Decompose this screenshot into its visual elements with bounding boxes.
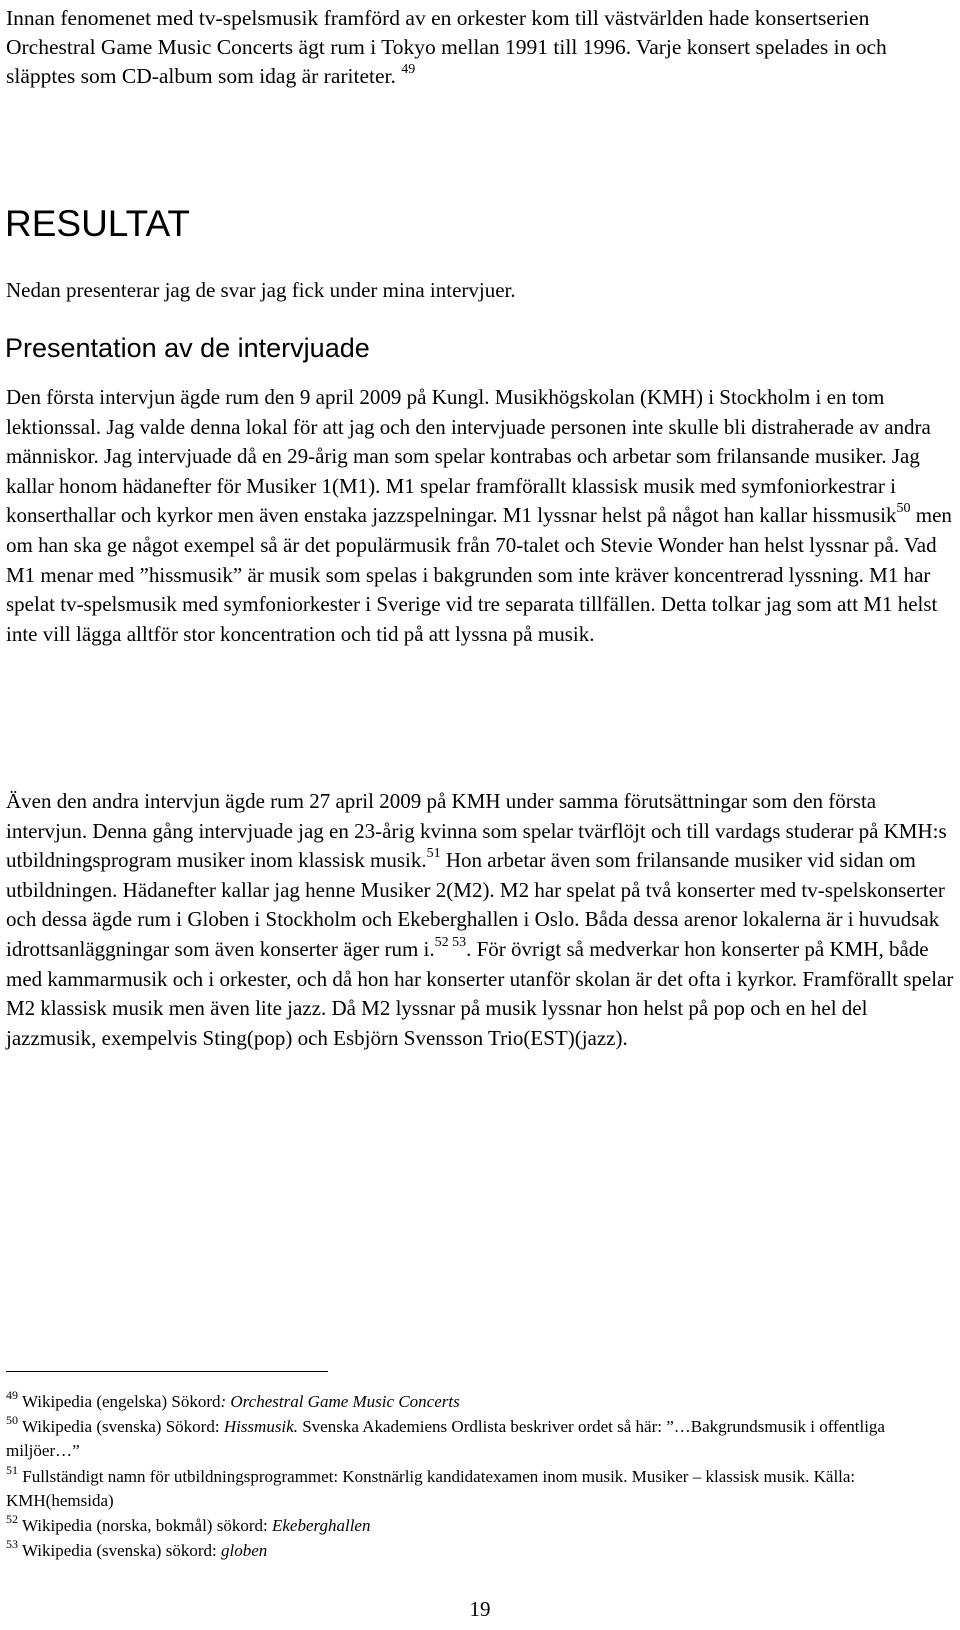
footnote-text: Wikipedia (engelska) Sökord — [18, 1392, 221, 1411]
footnote-text: Wikipedia (norska, bokmål) sökord: — [18, 1516, 272, 1535]
footnote-50 — [6, 1415, 946, 1463]
paragraph-interview-2 — [6, 787, 954, 1053]
paragraph-text: men om han ska ge något exempel så är det populärmusik från 70-talet och Stevie Wonder han helst lyssnar på. Vad M1 menar med ”hissmusik” är musik som spelas i bakgrunden som inte kräver koncentrerad lyssning. M1 har spelat tv-spelsmusik med symfoniorkester i Sverige vid tre separata tillfällen. Detta tolkar jag som att M1 helst inte vill lägga alltför stor koncentration och tid på att lyssna på musik. — [6, 503, 952, 646]
paragraph-orchestral-history — [6, 4, 954, 91]
paragraph-interview-1 — [6, 383, 954, 649]
footnote-number: 51 — [6, 1463, 18, 1478]
paragraph-text: Den första intervjun ägde rum den 9 april 2009 på Kungl. Musikhögskolan (KMH) i Stockholm i en tom lektionssal. Jag valde denna lokal för att jag och den intervjuade personen inte skulle bli distraherade av andra människor. Jag intervjuade då en 29-årig man som spelar kontrabas och arbetar som frilansande musiker. Jag kallar honom hädanefter för Musiker 1(M1). M1 spelar framförallt klassisk musik med symfoniorkestrar i konserthallar och kyrkor men även enstaka jazzspelningar. M1 lyssnar helst på något han kallar hissmusik — [6, 385, 931, 528]
footnote-text: Fullständigt namn för utbildningsprogrammet: Konstnärlig kandidatexamen inom musik. Musiker – klassisk musik. Källa: KMH(hemsida) — [6, 1467, 856, 1510]
footnote-number: 52 — [6, 1512, 18, 1527]
footnote-text: Wikipedia (svenska) sökord: — [18, 1541, 221, 1560]
footnote-italic: : Orchestral Game Music Concerts — [220, 1392, 460, 1411]
paragraph-text: Hon arbetar även som frilansande musiker vid sidan om utbildningen. Hädanefter kallar jag henne Musiker 2(M2). M2 har spelat på två konserter med tv-spelskonserter och dessa ägde rum i Globen i Stockholm och Ekeberghallen i Oslo. Båda dessa arenor lokalerna är i huvudsak idrottsanläggningar som även konserter äger rum i. — [6, 848, 945, 961]
heading-resultat: RESULTAT — [5, 203, 191, 244]
footnote-52 — [6, 1514, 946, 1538]
footnote-ref-49: 49 — [401, 61, 416, 77]
footnote-number: 53 — [6, 1537, 18, 1552]
footnote-49 — [6, 1390, 946, 1414]
footnote-ref-52-53: 52 53 — [434, 934, 467, 950]
footnote-italic: Ekeberghallen — [271, 1516, 371, 1535]
footnote-number: 50 — [6, 1413, 18, 1428]
footnote-ref-50: 50 — [896, 501, 911, 517]
paragraph-intro: Nedan presenterar jag de svar jag fick under mina intervjuer. — [6, 278, 516, 302]
paragraph-text: Innan fenomenet med tv-spelsmusik framförd av en orkester kom till västvärlden hade konsertserien Orchestral Game Music Concerts ägt rum i Tokyo mellan 1991 till 1996. Varje konsert spelades in och släpptes som CD-album som idag är rariteter. — [6, 6, 887, 88]
footnote-51 — [6, 1465, 946, 1513]
footnote-italic: globen — [220, 1541, 268, 1560]
footnote-53 — [6, 1539, 946, 1563]
footnote-text: Wikipedia (svenska) Sökord: — [18, 1417, 224, 1436]
paragraph-text: . För övrigt så medverkar hon konserter på KMH, både med kammarmusik och i orkester, och då hon har konserter utanför skolan är det ofta i kyrkor. Framförallt spelar M2 klassisk musik men även lite jazz. Då M2 lyssnar på musik lyssnar hon helst på pop och en hel del jazzmusik, exempelvis Sting(pop) och Esbjörn Svensson Trio(EST)(jazz). — [6, 936, 954, 1050]
page-number: 19 — [469, 1597, 491, 1621]
footnote-text: Svenska Akademiens Ordlista beskriver ordet så här: ”…Bakgrundsmusik i offentliga miljöer…” — [6, 1417, 885, 1460]
footnote-number: 49 — [6, 1388, 18, 1403]
paragraph-text: Även den andra intervjun ägde rum 27 april 2009 på KMH under samma förutsättningar som den första intervjun. Denna gång intervjuade jag en 23-årig kvinna som spelar tvärflöjt och till vardags studerar på KMH:s utbildningsprogram musiker inom klassisk musik. — [6, 789, 947, 873]
footnote-italic: Hissmusik. — [223, 1417, 298, 1436]
heading-presentation: Presentation av de intervjuade — [5, 333, 370, 363]
footnote-separator — [6, 1371, 328, 1372]
footnote-ref-51: 51 — [426, 846, 441, 862]
